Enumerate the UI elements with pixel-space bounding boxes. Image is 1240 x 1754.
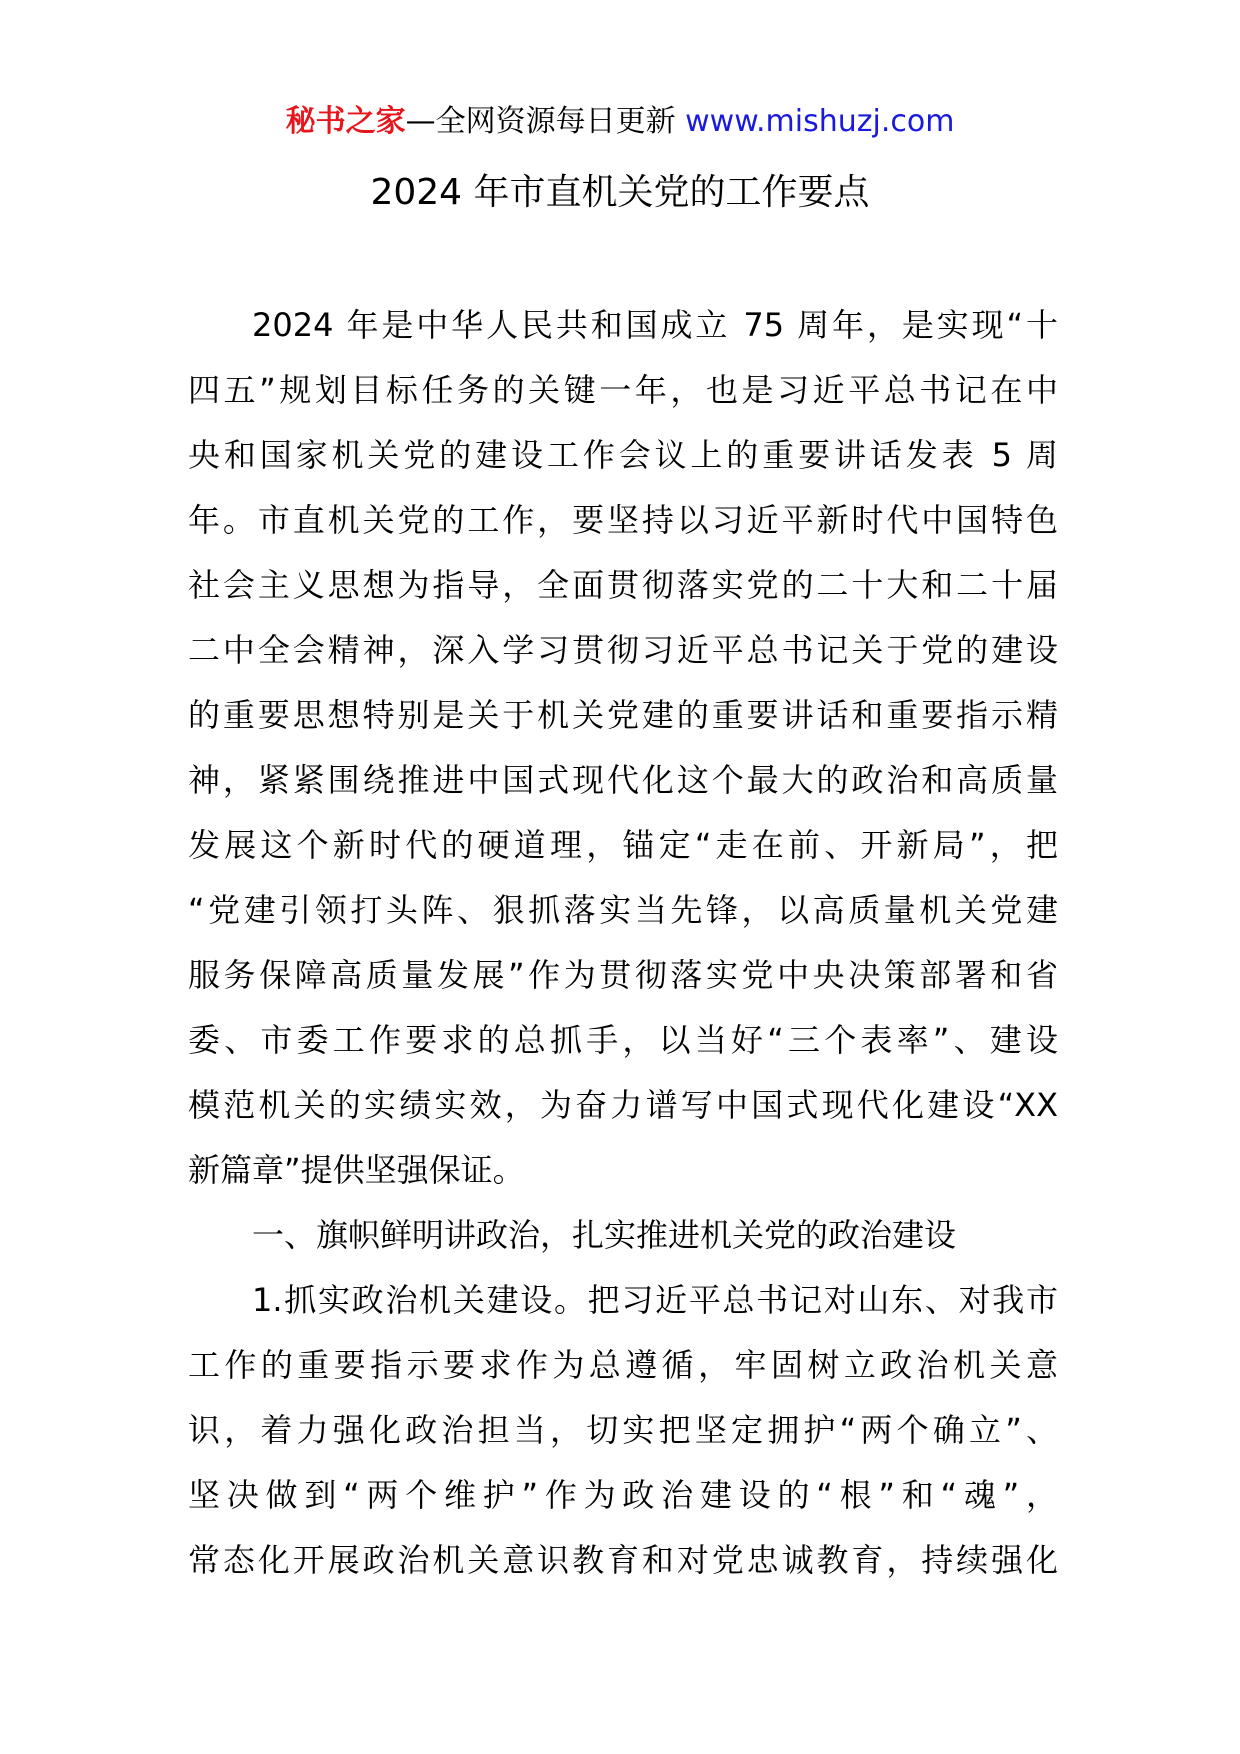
text-line: 2024 年是中华人民共和国成立 75 周年，是实现“十 (252, 306, 1058, 344)
text-line: 发展这个新时代的硬道理，锚定“走在前、开新局”，把 (188, 826, 1058, 864)
text-line: 四五”规划目标任务的关键一年，也是习近平总书记在中 (188, 371, 1058, 409)
text-line: 1.抓实政治机关建设。把习近平总书记对山东、对我市 (252, 1281, 1058, 1319)
text-line: 服务保障高质量发展”作为贯彻落实党中央决策部署和省 (188, 956, 1058, 994)
text-line: “党建引领打头阵、狠抓落实当先锋，以高质量机关党建 (188, 891, 1058, 929)
text-line: 新篇章”提供坚强保证。 (188, 1151, 525, 1189)
text-line: 常态化开展政治机关意识教育和对党忠诚教育，持续强化 (188, 1541, 1058, 1579)
text-line: 识，着力强化政治担当，切实把坚定拥护“两个确立”、 (188, 1411, 1058, 1449)
text-line: 的重要思想特别是关于机关党建的重要讲话和重要指示精 (188, 696, 1058, 734)
site-header (0, 100, 1240, 144)
site-url-link[interactable]: www.mishuzj.com (685, 104, 955, 139)
document-title: 2024 年市直机关党的工作要点 (370, 172, 870, 213)
text-line: 工作的重要指示要求作为总遵循，牢固树立政治机关意 (188, 1346, 1058, 1384)
text-line: 委、市委工作要求的总抓手，以当好“三个表率”、建设 (188, 1021, 1058, 1059)
document-body (188, 293, 1058, 1593)
text-line: 坚决做到“两个维护”作为政治建设的“根”和“魂”， (188, 1476, 1058, 1514)
site-tagline: —全网资源每日更新 (405, 104, 676, 139)
text-line: 神，紧紧围绕推进中国式现代化这个最大的政治和高质量 (188, 761, 1058, 799)
text-line: 年。市直机关党的工作，要坚持以习近平新时代中国特色 (188, 501, 1058, 539)
text-line: 社会主义思想为指导，全面贯彻落实党的二十大和二十届 (188, 566, 1058, 604)
text-line: 模范机关的实绩实效，为奋力谱写中国式现代化建设“XX (188, 1086, 1058, 1124)
section-heading: 一、旗帜鲜明讲政治，扎实推进机关党的政治建设 (252, 1216, 957, 1254)
text-line: 二中全会精神，深入学习贯彻习近平总书记关于党的建设 (188, 631, 1058, 669)
text-line: 央和国家机关党的建设工作会议上的重要讲话发表 5 周 (188, 436, 1058, 474)
site-brand: 秘书之家 (285, 104, 406, 139)
